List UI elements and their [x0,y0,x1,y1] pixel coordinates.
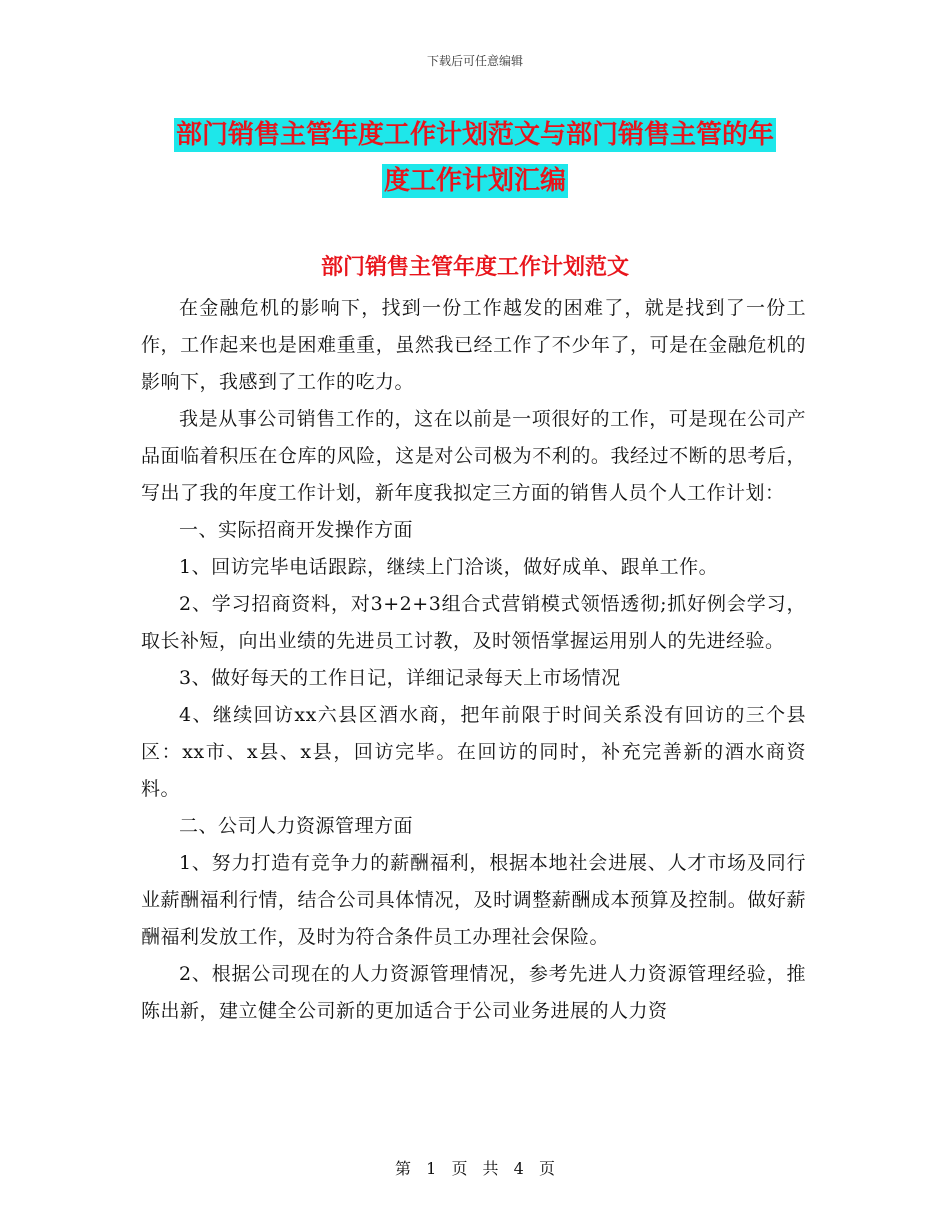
footer-suffix: 页 [538,1159,555,1178]
page-footer [0,1156,950,1179]
paragraph: 2、根据公司现在的人力资源管理情况，参考先进人力资源管理经验，推陈出新，建立健全公司新的更加适合于公司业务进展的人力资 [141,963,806,1022]
paragraph: 2、学习招商资料，对3+2+3组合式营销模式领悟透彻;抓好例会学习，取长补短，向出业绩的先进员工讨教，及时领悟掌握运用别人的先进经验。 [141,593,806,652]
footer-total-label: 共 [482,1159,499,1178]
document-body [141,290,806,1030]
paragraph: 1、回访完毕电话跟踪，继续上门洽谈，做好成单、跟单工作。 [179,556,719,578]
paragraph: 3、做好每天的工作日记，详细记录每天上市场情况 [179,667,621,689]
total-page-count: 4 [513,1159,524,1178]
footer-prefix: 第 [395,1159,412,1178]
paragraph: 一、实际招商开发操作方面 [179,519,414,541]
paragraph: 我是从事公司销售工作的，这在以前是一项很好的工作，可是现在公司产品面临着积压在仓库的风险，这是对公司极为不利的。我经过不断的思考后，写出了我的年度工作计划，新年度我拟定三方面的销售人员个人工作计划： [141,408,806,504]
document-title-line-2: 度工作计划汇编 [383,166,566,196]
document-title-line-1: 部门销售主管年度工作计划范文与部门销售主管的年 [175,120,774,150]
header-note: 下载后可任意编辑 [426,54,523,68]
current-page-number: 1 [426,1159,437,1178]
document-title [140,112,810,204]
footer-page-word: 页 [451,1159,468,1178]
paragraph: 二、公司人力资源管理方面 [179,815,414,837]
paragraph: 4、继续回访xx六县区酒水商，把年前限于时间关系没有回访的三个县区：xx市、x县、x县，回访完毕。在回访的同时，补充完善新的酒水商资料。 [141,704,806,800]
paragraph: 在金融危机的影响下，找到一份工作越发的困难了，就是找到了一份工作，工作起来也是困难重重，虽然我已经工作了不少年了，可是在金融危机的影响下，我感到了工作的吃力。 [141,297,806,393]
section-title: 部门销售主管年度工作计划范文 [320,255,629,280]
paragraph: 1、努力打造有竞争力的薪酬福利，根据本地社会进展、人才市场及同行业薪酬福利行情，结合公司具体情况，及时调整薪酬成本预算及控制。做好薪酬福利发放工作，及时为符合条件员工办理社会保险。 [141,852,806,948]
